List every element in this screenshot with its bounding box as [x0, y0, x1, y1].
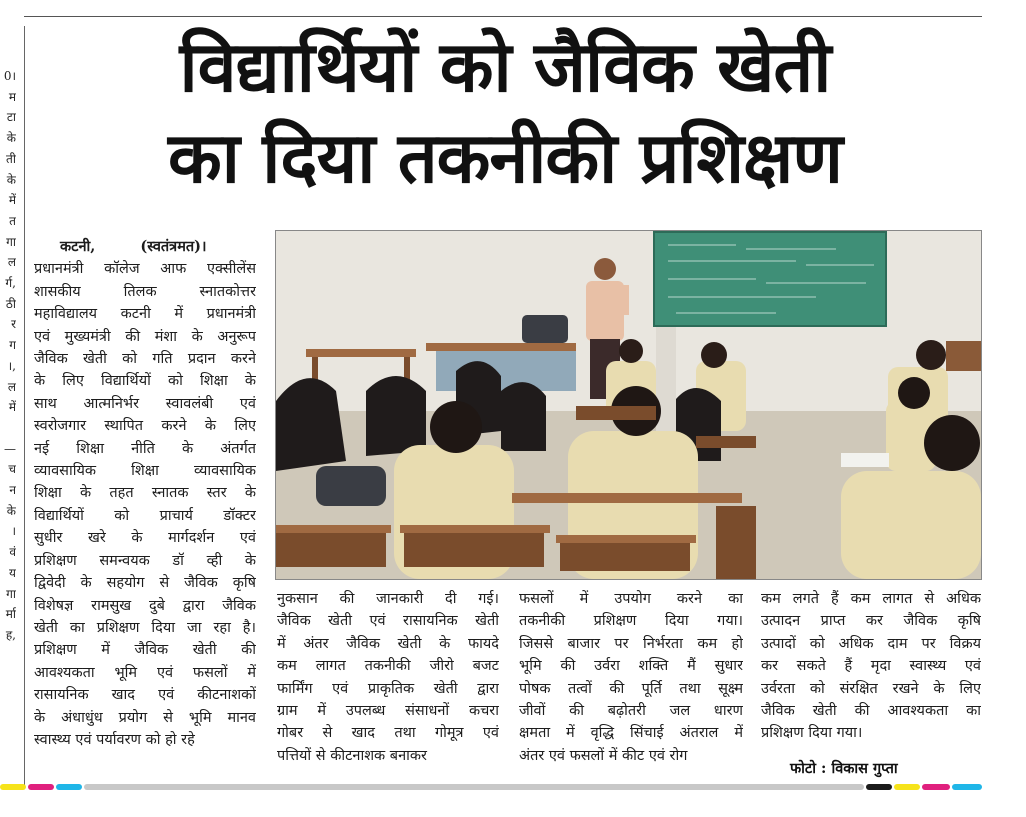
column-1-line: एवं मुख्यमंत्री की मंशा के अनुरूप — [34, 328, 256, 345]
fragment-line — [0, 418, 16, 439]
column-1-line: के लिए विद्यार्थियों को शिक्षा के — [34, 373, 256, 390]
column-3-line: जीवों की बढ़ोतरी जल धारण — [519, 703, 743, 720]
column-4-line: कम लगते हैं कम लागत से अधिक — [761, 591, 981, 607]
fragment-line: गा — [6, 586, 16, 601]
column-1-line: साथ आत्मनिर्भर स्वावलंबी एवं — [34, 395, 256, 412]
fragment-line: के — [6, 131, 16, 146]
column-3-line: फसलों में उपयोग करने का — [519, 591, 743, 607]
column-3-line: जिससे बाजार पर निर्भरता कम हो — [519, 635, 743, 652]
article-column-2 — [277, 588, 499, 767]
column-3-line: तकनीकी प्रशिक्षण दिया गया। — [519, 613, 743, 630]
bag — [522, 315, 568, 343]
column-4-line: प्रशिक्षण दिया गया। — [761, 725, 863, 742]
fragment-line: र्मा — [5, 607, 16, 622]
fragment-line: गा — [6, 234, 16, 249]
print-color-bar — [0, 784, 1026, 794]
column-divider-left — [24, 26, 25, 786]
column-2-line: जैविक खेती एवं रासायनिक खेती — [277, 613, 499, 630]
column-1-line: महाविद्यालय कटनी में प्रधानमंत्री — [34, 306, 256, 323]
column-4-line: जैविक खेती की आवश्यकता का — [761, 703, 981, 720]
column-4-line: कर सकते हैं मृदा स्वास्थ्य एवं — [761, 658, 981, 675]
student-front-right — [841, 471, 981, 579]
column-1-line: प्रशिक्षण समन्वयक डॉ व्ही के — [34, 552, 256, 569]
color-mark-yellow — [0, 784, 26, 790]
column-1-line: आवश्यकता भूमि एवं फसलों में — [34, 664, 256, 681]
fragment-line: में — [8, 193, 16, 208]
dateline-source: (स्वतंत्रमत)। — [140, 238, 207, 255]
color-mark-black — [866, 784, 892, 790]
fragment-line: न — [9, 483, 16, 498]
color-mark-yellow-2 — [894, 784, 920, 790]
column-1-line: द्विवेदी के सहयोग से जैविक कृषि — [34, 575, 256, 592]
column-4-line: उत्पादन प्राप्त कर जैविक कृषि — [761, 613, 981, 630]
fragment-line: ठी — [5, 296, 16, 311]
fragment-line: टा — [6, 110, 16, 125]
fragment-line: ती — [6, 151, 16, 166]
column-1-line: स्वरोजगार स्थापित करने के लिए — [34, 418, 256, 435]
fragment-line: वं — [9, 545, 16, 560]
fragment-line: के — [6, 503, 16, 518]
color-mark-magenta-2 — [922, 784, 950, 790]
column-2-line: नुकसान की जानकारी दी गई। — [277, 591, 499, 607]
photo-credit: फोटो : विकास गुप्ता — [790, 760, 898, 777]
column-2-line: फार्मिंग एवं प्राकृतिक खेती द्वारा — [277, 680, 499, 697]
column-1-line: विद्यार्थियों को प्राचार्य डॉक्टर — [34, 507, 256, 524]
color-mark-magenta — [28, 784, 54, 790]
column-1-body — [34, 258, 256, 751]
column-2-line: में अंतर जैविक खेती के फायदे — [277, 635, 499, 652]
fragment-line: च — [8, 462, 16, 477]
column-1-line: स्वास्थ्य एवं पर्यावरण को हो रहे — [34, 731, 195, 748]
column-1-line: व्यावसायिक शिक्षा व्यावसायिक — [34, 463, 256, 480]
fragment-line: त — [9, 213, 16, 228]
column-3-line: भूमि की उर्वरा शक्ति मैं सुधार — [519, 658, 743, 675]
fragment-line: ह, — [5, 627, 16, 642]
column-3-line: क्षमता में वृद्धि सिंचाई अंतराल में — [519, 725, 743, 742]
column-1-line: शिक्षा के तहत स्नातक स्तर के — [34, 485, 256, 502]
fragment-line: र — [11, 317, 16, 332]
dateline — [34, 236, 256, 258]
adjacent-article-fragment — [0, 66, 16, 766]
headline-line-2: का दिया तकनीकी प्रशिक्षण — [168, 117, 842, 199]
column-2-line: गोबर से खाद तथा गोमूत्र एवं — [277, 725, 499, 742]
fragment-line: ।, — [7, 358, 16, 373]
column-2-line: पत्तियों से कीटनाशक बनाकर — [277, 747, 427, 764]
headline-line-1: विद्यार्थियों को जैविक खेती — [179, 26, 831, 108]
fragment-line: ल — [7, 379, 16, 394]
column-1-line: विशेषज्ञ रामसुख दुबे द्वारा जैविक — [34, 597, 256, 614]
column-3-line: अंतर एवं फसलों में कीट एवं रोग — [519, 747, 688, 764]
fragment-line: 0। — [3, 69, 16, 83]
article-column-1 — [34, 236, 256, 751]
column-1-line: रासायनिक खाद एवं कीटनाशकों — [34, 687, 256, 704]
classroom-photo — [275, 230, 982, 580]
column-1-line: खेती का प्रशिक्षण दिया जा रहा है। — [34, 619, 256, 636]
fragment-line: म — [8, 89, 16, 104]
article-column-4 — [761, 588, 981, 745]
column-2-line: ग्राम में उपलब्ध संसाधनों कचरा — [277, 703, 499, 720]
fragment-line: में — [8, 400, 16, 415]
column-1-line: जैविक खेती को गति प्रदान करने — [34, 351, 256, 368]
column-1-line: नई शिक्षा नीति के अंतर्गत — [34, 440, 256, 457]
column-3-line: पोषक तत्वों की पूर्ति तथा सूक्ष्म — [519, 680, 743, 697]
fragment-line: ल — [7, 255, 16, 270]
dateline-city: कटनी, — [60, 238, 96, 255]
top-rule — [24, 16, 982, 17]
column-1-line: प्रशिक्षण में जैविक खेती की — [34, 642, 256, 659]
fragment-line: के — [6, 172, 16, 187]
color-mark-cyan-2 — [952, 784, 982, 790]
classroom-illustration — [276, 231, 981, 579]
column-2-line: कम लागत तकनीकी जीरो बजट — [277, 658, 499, 675]
column-4-line: उर्वरता को संरक्षित रखने के लिए — [761, 680, 981, 697]
color-mark-cyan — [56, 784, 82, 790]
fragment-line: य — [9, 565, 16, 580]
column-1-line: के अंधाधुंध प्रयोग से भूमि मानव — [34, 709, 256, 726]
article-column-3 — [519, 588, 743, 767]
column-1-line: सुधीर खरे के मार्गदर्शन एवं — [34, 530, 256, 547]
fragment-line: । — [11, 524, 16, 539]
headline — [40, 22, 970, 204]
fragment-line: — — [4, 441, 16, 456]
column-1-line: प्रधानमंत्री कॉलेज आफ एक्सीलेंस — [34, 261, 256, 278]
fragment-line: र्ग, — [5, 276, 16, 291]
color-mark-gray — [84, 784, 864, 790]
column-1-line: शासकीय तिलक स्नातकोत्तर — [34, 283, 256, 300]
column-4-line: उत्पादों को अधिक दाम पर विक्रय — [761, 635, 981, 652]
fragment-line: ग — [9, 338, 16, 353]
